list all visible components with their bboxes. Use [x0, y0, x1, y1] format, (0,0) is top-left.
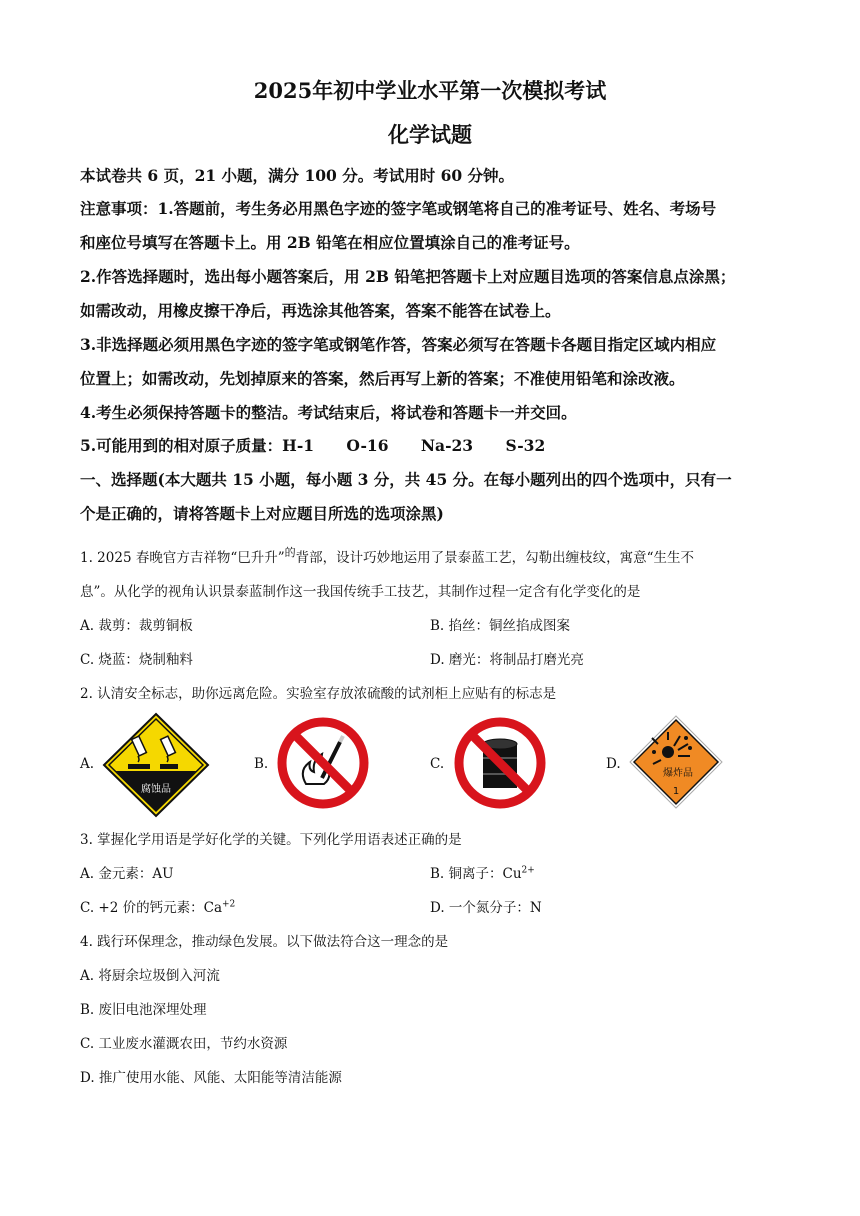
- q1-option-b[interactable]: B. 掐丝：铜丝掐成图案: [430, 618, 571, 634]
- q2-option-a-label[interactable]: A.: [80, 756, 95, 772]
- q2-option-c-label[interactable]: C.: [430, 756, 445, 772]
- q3-option-a[interactable]: A. 金元素：AU: [80, 866, 174, 882]
- q1-option-c[interactable]: C. 烧蓝：烧制釉料: [80, 652, 193, 668]
- q4-option-d[interactable]: D. 推广使用水能、风能、太阳能等清洁能源: [80, 1070, 342, 1086]
- section-heading: 一、选择题(本大题共 15 小题，每小题 3 分，共 45 分。在每小题列出的四个选项中，只有一: [80, 470, 732, 489]
- q3-option-b-text: B. 铜离子：Cu: [430, 866, 522, 882]
- q1-stem-part: 背部，设计巧妙地运用了景泰蓝工艺，勾勒出缠枝纹，寓意“生生不: [295, 550, 695, 566]
- q1-option-d[interactable]: D. 磨光：将制品打磨光亮: [430, 652, 584, 668]
- sign-d-number: 1: [672, 786, 680, 797]
- atomic-mass-line: 5.可能用到的相对原子质量：H-1 O-16 Na-23 S-32: [80, 436, 546, 455]
- instruction-line: 本试卷共 6 页，21 小题，满分 100 分。考试用时 60 分钟。: [80, 166, 515, 185]
- instruction-line: 注意事项：1.答题前，考生务必用黑色字迹的签字笔或钢笔将自己的准考证号、姓名、考场号: [80, 199, 717, 218]
- q4-option-b[interactable]: B. 废旧电池深埋处理: [80, 1002, 207, 1018]
- question-3-stem: 3. 掌握化学用语是学好化学的关键。下列化学用语表述正确的是: [80, 832, 462, 848]
- q1-stem-sup: 的: [284, 546, 296, 559]
- q2-option-d-label[interactable]: D.: [606, 756, 621, 772]
- q3-option-c[interactable]: [80, 896, 235, 916]
- q3-option-d[interactable]: D. 一个氮分子：N: [430, 900, 542, 916]
- instruction-line: 位置上；如需改动，先划掉原来的答案，然后再写上新的答案；不准使用铅笔和涂改液。: [80, 369, 685, 388]
- instruction-line: 4.考生必须保持答题卡的整洁。考试结束后，将试卷和答题卡一并交回。: [80, 403, 577, 422]
- instruction-line: 2.作答选择题时，选出每小题答案后，用 2B 铅笔把答题卡上对应题目选项的答案信息点涂黑；: [80, 267, 736, 286]
- corrosive-sign-icon: [102, 712, 210, 818]
- q4-option-a[interactable]: A. 将厨余垃圾倒入河流: [80, 968, 220, 984]
- exam-title: 2025年初中学业水平第一次模拟考试: [253, 78, 607, 103]
- section-heading-cont: 个是正确的，请将答题卡上对应题目所选的选项涂黑): [80, 504, 444, 523]
- instruction-line: 和座位号填写在答题卡上。用 2B 铅笔在相应位置填涂自己的准考证号。: [80, 233, 580, 252]
- no-fire-sign-icon: [276, 716, 370, 810]
- instruction-line: 3.非选择题必须用黑色字迹的签字笔或钢笔作答，答案必须写在答题卡各题目指定区域内相应: [80, 335, 717, 354]
- question-1-stem: [80, 546, 694, 566]
- instruction-line: 如需改动，用橡皮擦干净后，再选涂其他答案，答案不能答在试卷上。: [80, 301, 561, 320]
- q3-option-c-text: C. +2 价的钙元素：Ca: [80, 900, 223, 916]
- q1-stem-part: 1. 2025 春晚官方吉祥物“巳升升”: [80, 550, 285, 566]
- q3-option-b[interactable]: [430, 862, 535, 882]
- q3-option-c-valence: +2: [222, 899, 236, 910]
- q3-option-b-charge: 2+: [521, 865, 535, 876]
- sign-a-text: 腐蚀品: [141, 784, 171, 795]
- q1-option-a[interactable]: A. 裁剪：裁剪铜板: [80, 618, 193, 634]
- explosive-sign-icon: [628, 714, 724, 810]
- question-2-stem: 2. 认清安全标志，助你远离危险。实验室存放浓硫酸的试剂柜上应贴有的标志是: [80, 686, 557, 702]
- exam-subject: 化学试题: [388, 122, 472, 147]
- sign-d-text: 爆炸品: [663, 768, 693, 779]
- question-1-stem-cont: 息”。从化学的视角认识景泰蓝制作这一我国传统手工技艺，其制作过程一定含有化学变化的是: [80, 584, 641, 600]
- question-4-stem: 4. 践行环保理念，推动绿色发展。以下做法符合这一理念的是: [80, 934, 449, 950]
- no-barrel-sign-icon: [453, 716, 547, 810]
- q4-option-c[interactable]: C. 工业废水灌溉农田，节约水资源: [80, 1036, 288, 1052]
- q2-option-b-label[interactable]: B.: [254, 756, 269, 772]
